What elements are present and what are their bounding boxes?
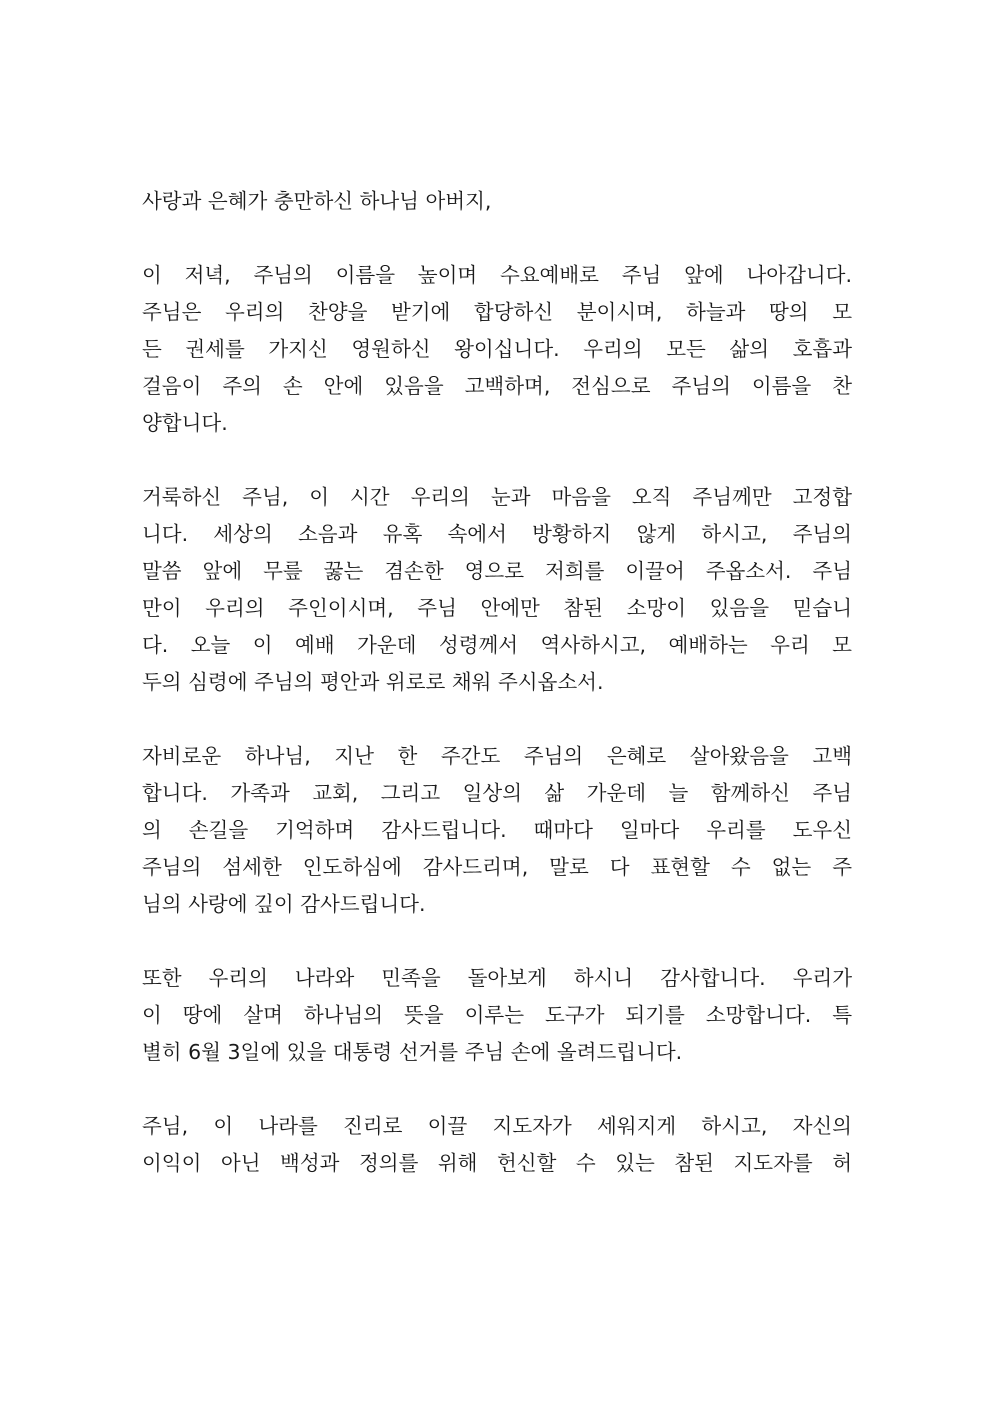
text-line: 이 저녁, 주님의 이름을 높이며 수요예배로 주님 앞에 나아갑니다. [142,263,852,287]
text-line: 두의 심령에 주님의 평안과 위로로 채워 주시옵소서. [142,670,604,694]
text-line: 주님은 우리의 찬양을 받기에 합당하신 분이시며, 하늘과 땅의 모 [142,300,852,324]
text-line: 만이 우리의 주인이시며, 주님 안에만 참된 소망이 있음을 믿습니 [142,596,852,620]
paragraph-3 [142,479,852,701]
paragraph-2 [142,257,852,442]
text-line: 또한 우리의 나라와 민족을 돌아보게 하시니 감사합니다. 우리가 [142,966,852,990]
text-line: 양합니다. [142,411,228,435]
paragraph-6 [142,1108,852,1182]
text-line: 주님의 섬세한 인도하심에 감사드리며, 말로 다 표현할 수 없는 주 [142,855,852,879]
text-line: 걸음이 주의 손 안에 있음을 고백하며, 전심으로 주님의 이름을 찬 [142,374,852,398]
prayer-text [142,183,852,1219]
text-line: 님의 사랑에 깊이 감사드립니다. [142,892,426,916]
text-line: 별히 6월 3일에 있을 대통령 선거를 주님 손에 올려드립니다. [142,1040,683,1064]
text-line: 의 손길을 기억하며 감사드립니다. 때마다 일마다 우리를 도우신 [142,818,852,842]
text-line: 주님, 이 나라를 진리로 이끌 지도자가 세워지게 하시고, 자신의 [142,1114,852,1138]
text-line: 니다. 세상의 소음과 유혹 속에서 방황하지 않게 하시고, 주님의 [142,522,852,546]
text-line: 다. 오늘 이 예배 가운데 성령께서 역사하시고, 예배하는 우리 모 [142,633,852,657]
paragraph-4 [142,738,852,923]
text-line: 자비로운 하나님, 지난 한 주간도 주님의 은혜로 살아왔음을 고백 [142,744,852,768]
text-line: 사랑과 은혜가 충만하신 하나님 아버지, [142,189,492,213]
text-line: 거룩하신 주님, 이 시간 우리의 눈과 마음을 오직 주님께만 고정합 [142,485,852,509]
text-line: 이 땅에 살며 하나님의 뜻을 이루는 도구가 되기를 소망합니다. 특 [142,1003,852,1027]
paragraph-1 [142,183,852,220]
paragraph-5 [142,960,852,1071]
text-line: 이익이 아닌 백성과 정의를 위해 헌신할 수 있는 참된 지도자를 허 [142,1151,852,1175]
text-line: 합니다. 가족과 교회, 그리고 일상의 삶 가운데 늘 함께하신 주님 [142,781,852,805]
text-line: 말씀 앞에 무릎 꿇는 겸손한 영으로 저희를 이끌어 주옵소서. 주님 [142,559,852,583]
text-line: 든 권세를 가지신 영원하신 왕이십니다. 우리의 모든 삶의 호흡과 [142,337,852,361]
